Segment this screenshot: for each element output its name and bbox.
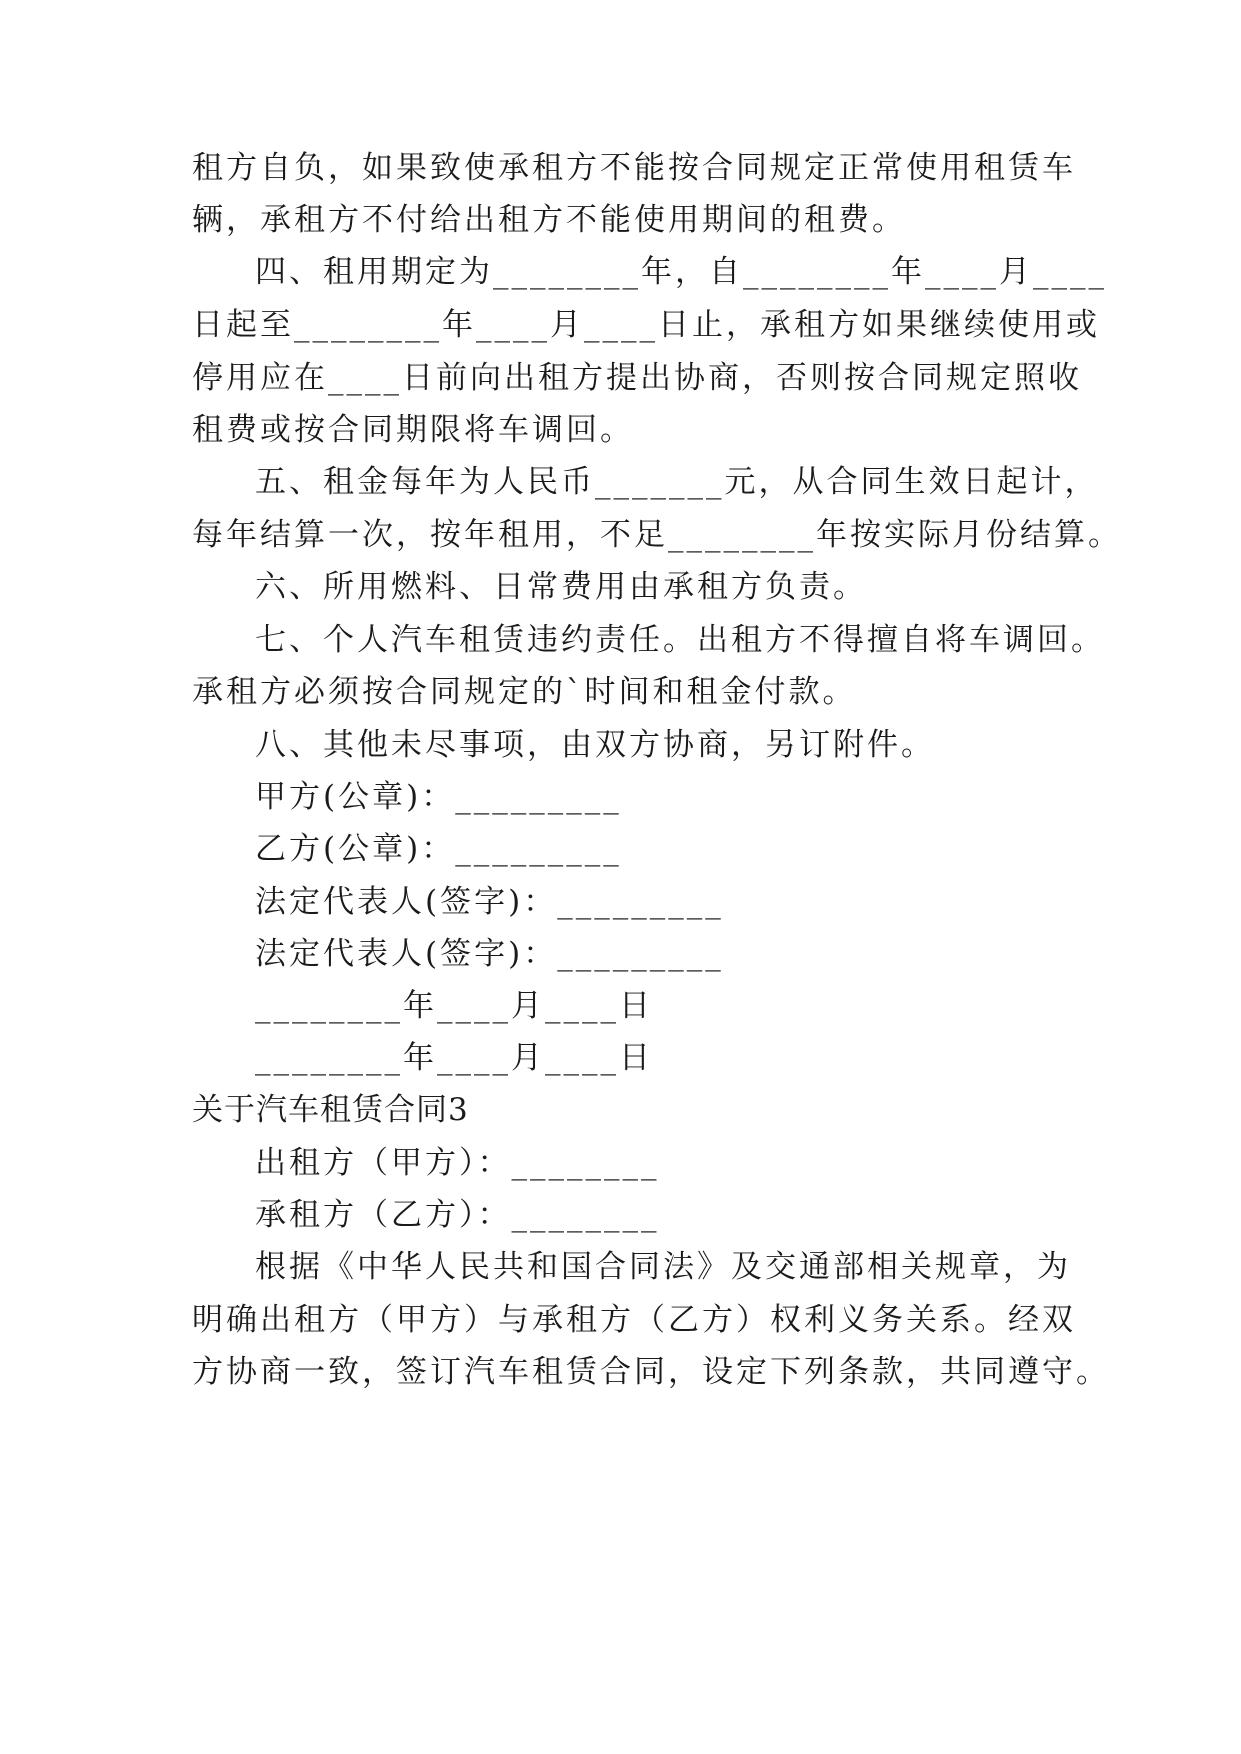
- text-line: 明确出租方（甲方）与承租方（乙方）权利义务关系。经双: [192, 1302, 1076, 1338]
- lessor-line: 出租方（甲方）：________: [255, 1145, 660, 1181]
- clause-4-line: 四、租用期定为________年，自________年____月____: [255, 254, 1107, 290]
- text-line: 承租方必须按合同规定的`时间和租金付款。: [192, 674, 857, 710]
- party-a-seal-line: 甲方(公章)：_________: [255, 779, 622, 815]
- party-b-seal-line: 乙方(公章)：_________: [255, 831, 622, 867]
- legal-rep-signature-line: 法定代表人(签字)：_________: [255, 884, 724, 920]
- date-line: ________年____月____日: [255, 1040, 653, 1076]
- lessee-line: 承租方（乙方）：________: [255, 1197, 660, 1233]
- text-line: 辆，承租方不付给出租方不能使用期间的租费。: [192, 202, 906, 238]
- clause-5-line: 五、租金每年为人民币_______元，从合同生效日起计，: [255, 464, 1099, 500]
- text-line: 方协商一致，签订汽车租赁合同，设定下列条款，共同遵守。: [192, 1354, 1110, 1390]
- date-line: ________年____月____日: [255, 988, 653, 1024]
- clause-6-line: 六、所用燃料、日常费用由承租方负责。: [255, 569, 867, 605]
- preamble-line: 根据《中华人民共和国合同法》及交通部相关规章，为: [255, 1249, 1071, 1285]
- clause-7-line: 七、个人汽车租赁违约责任。出租方不得擅自将车调回。: [255, 622, 1105, 658]
- text-line: 停用应在____日前向出租方提出协商，否则按合同规定照收: [192, 360, 1082, 396]
- text-line: 每年结算一次，按年租用，不足________年按实际月份结算。: [192, 517, 1122, 553]
- text-line: 租费或按合同期限将车调回。: [192, 412, 634, 448]
- legal-rep-signature-line: 法定代表人(签字)：_________: [255, 936, 724, 972]
- clause-8-line: 八、其他未尽事项，由双方协商，另订附件。: [255, 727, 935, 763]
- text-line: 租方自负，如果致使承租方不能按合同规定正常使用租赁车: [192, 150, 1076, 186]
- section-title: 关于汽车租赁合同3: [192, 1092, 469, 1128]
- text-line: 日起至________年____月____日止，承租方如果继续使用或: [192, 307, 1100, 343]
